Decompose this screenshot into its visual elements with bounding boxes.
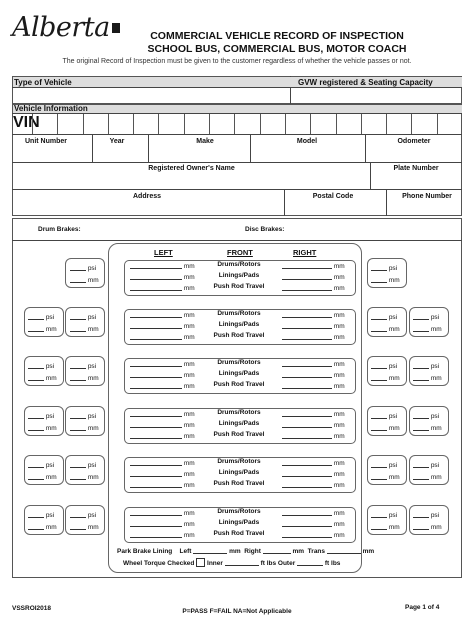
- psi-unit: psi: [87, 314, 97, 321]
- mm-unit: mm: [333, 510, 345, 517]
- psi-unit: psi: [87, 265, 97, 272]
- mm-unit: mm: [333, 274, 345, 281]
- mm-unit: mm: [45, 375, 57, 382]
- right-row2-field[interactable]: [282, 370, 332, 378]
- vin-char-cell[interactable]: [83, 114, 108, 134]
- measurement-label: Linings/Pads: [218, 370, 260, 377]
- mm-unit: mm: [183, 482, 195, 489]
- mm-unit: mm: [183, 263, 195, 270]
- gvw-label: GVW registered & Seating Capacity: [298, 78, 433, 87]
- psi-unit: psi: [430, 314, 440, 321]
- mm-unit: mm: [333, 334, 345, 341]
- right-inner-psi-field[interactable]: [371, 460, 387, 468]
- mm-unit: mm: [45, 524, 57, 531]
- gvw-field[interactable]: [292, 88, 461, 103]
- left-outer-psi-field[interactable]: [28, 460, 44, 468]
- measurement-label: Drums/Rotors: [217, 409, 261, 416]
- right-inner-psi-field[interactable]: [371, 411, 387, 419]
- wheel-torque-row: [123, 558, 340, 567]
- mm-unit: mm: [183, 422, 195, 429]
- psi-unit: psi: [388, 265, 398, 272]
- form-title-line2: SCHOOL BUS, COMMERCIAL BUS, MOTOR COACH: [147, 43, 407, 55]
- left-row1-field[interactable]: [130, 310, 182, 318]
- vin-char-cell[interactable]: [133, 114, 158, 134]
- left-outer-mm-field[interactable]: [28, 324, 44, 332]
- measurement-label: Push Rod Travel: [213, 381, 265, 388]
- right-outer-mm-field[interactable]: [413, 373, 429, 381]
- mm-unit: mm: [183, 372, 195, 379]
- left-inner-psi-field[interactable]: [70, 460, 86, 468]
- mm-unit: mm: [333, 383, 345, 390]
- right-row3-field[interactable]: [282, 480, 332, 488]
- park-right-field[interactable]: [263, 546, 291, 554]
- measurement-label: Drums/Rotors: [217, 508, 261, 515]
- vin-char-cell[interactable]: [234, 114, 259, 134]
- left-outer-mm-field[interactable]: [28, 472, 44, 480]
- pass-fail-legend: P=PASS F=FAIL NA=Not Applicable: [182, 608, 292, 615]
- mm-unit: mm: [333, 460, 345, 467]
- owner-name-label: Registered Owner's Name: [148, 165, 235, 172]
- type-of-vehicle-field[interactable]: [13, 88, 289, 103]
- right-row3-field[interactable]: [282, 431, 332, 439]
- vin-char-cell[interactable]: [108, 114, 133, 134]
- mm-unit: mm: [87, 524, 99, 531]
- vin-char-cell[interactable]: [386, 114, 411, 134]
- right-inner-mm-field[interactable]: [371, 472, 387, 480]
- psi-unit: psi: [430, 512, 440, 519]
- right-inner-mm-field[interactable]: [371, 373, 387, 381]
- right-row1-field[interactable]: [282, 458, 332, 466]
- mm-unit: mm: [87, 326, 99, 333]
- mm-unit: mm: [87, 474, 99, 481]
- psi-unit: psi: [430, 363, 440, 370]
- right-outer-mm-field[interactable]: [413, 423, 429, 431]
- mm-unit: mm: [333, 422, 345, 429]
- park-trans-field[interactable]: [327, 546, 361, 554]
- left-inner-mm-field[interactable]: [70, 423, 86, 431]
- vin-char-cell[interactable]: [361, 114, 386, 134]
- mm-unit: mm: [333, 411, 345, 418]
- vin-char-cell[interactable]: [285, 114, 310, 134]
- front-header: FRONT: [227, 248, 253, 257]
- mm-unit: mm: [388, 375, 400, 382]
- mm-unit: mm: [183, 323, 195, 330]
- mm-unit: mm: [45, 326, 57, 333]
- mm-unit: mm: [333, 532, 345, 539]
- mm-unit: mm: [183, 274, 195, 281]
- mm-unit: mm: [430, 375, 442, 382]
- park-right-label: Right: [244, 548, 261, 555]
- measurement-label: Linings/Pads: [218, 272, 260, 279]
- left-outer-psi-field[interactable]: [28, 411, 44, 419]
- park-right-mm: mm: [292, 548, 305, 555]
- vin-char-cell[interactable]: [209, 114, 234, 134]
- mm-unit: mm: [430, 425, 442, 432]
- mm-unit: mm: [333, 433, 345, 440]
- park-trans-label: Trans: [307, 548, 326, 555]
- model-label: Model: [296, 138, 318, 145]
- right-inner-psi-field[interactable]: [371, 263, 387, 271]
- psi-unit: psi: [87, 413, 97, 420]
- disc-brakes-label: Disc Brakes:: [245, 226, 285, 233]
- measurement-label: Push Rod Travel: [213, 283, 265, 290]
- psi-unit: psi: [45, 413, 55, 420]
- park-brake-label: Park Brake Lining: [117, 548, 173, 555]
- mm-unit: mm: [183, 285, 195, 292]
- left-inner-mm-field[interactable]: [70, 275, 86, 283]
- right-inner-psi-field[interactable]: [371, 510, 387, 518]
- psi-unit: psi: [388, 512, 398, 519]
- vin-char-cell[interactable]: [32, 114, 57, 134]
- measurement-label: Drums/Rotors: [217, 310, 261, 317]
- right-inner-psi-field[interactable]: [371, 312, 387, 320]
- left-row2-field[interactable]: [130, 469, 182, 477]
- right-row2-field[interactable]: [282, 519, 332, 527]
- mm-unit: mm: [183, 312, 195, 319]
- mm-unit: mm: [183, 460, 195, 467]
- left-row1-field[interactable]: [130, 409, 182, 417]
- psi-unit: psi: [87, 512, 97, 519]
- left-row3-field[interactable]: [130, 530, 182, 538]
- vin-char-cell[interactable]: [184, 114, 209, 134]
- left-outer-psi-field[interactable]: [28, 510, 44, 518]
- address-label: Address: [132, 193, 161, 200]
- page-number: Page 1 of 4: [405, 604, 440, 611]
- right-outer-psi-field[interactable]: [413, 460, 429, 468]
- left-inner-psi-field[interactable]: [70, 411, 86, 419]
- mm-unit: mm: [183, 532, 195, 539]
- left-row3-field[interactable]: [130, 431, 182, 439]
- vin-char-cell[interactable]: [310, 114, 335, 134]
- vin-char-cell[interactable]: [437, 114, 462, 134]
- right-outer-psi-field[interactable]: [413, 361, 429, 369]
- vin-char-cell[interactable]: [57, 114, 82, 134]
- right-row2-field[interactable]: [282, 321, 332, 329]
- mm-unit: mm: [333, 471, 345, 478]
- measurement-label: Linings/Pads: [218, 519, 260, 526]
- left-inner-psi-field[interactable]: [70, 361, 86, 369]
- right-outer-mm-field[interactable]: [413, 472, 429, 480]
- park-left-field[interactable]: [193, 546, 227, 554]
- left-inner-mm-field[interactable]: [70, 472, 86, 480]
- left-row2-field[interactable]: [130, 272, 182, 280]
- torque-outer-field[interactable]: [297, 558, 323, 566]
- measurement-label: Drums/Rotors: [217, 359, 261, 366]
- park-trans-mm: mm: [362, 548, 375, 555]
- left-row1-field[interactable]: [130, 458, 182, 466]
- wheel-torque-label: Wheel Torque Checked: [123, 560, 195, 567]
- make-label: Make: [196, 138, 214, 145]
- mm-unit: mm: [388, 524, 400, 531]
- right-row3-field[interactable]: [282, 283, 332, 291]
- measurement-label: Linings/Pads: [218, 321, 260, 328]
- mm-unit: mm: [333, 372, 345, 379]
- wheel-torque-checkbox[interactable]: [196, 558, 205, 567]
- unit-number-label: Unit Number: [25, 138, 67, 145]
- torque-outer-label: Outer: [277, 560, 296, 567]
- left-row3-field[interactable]: [130, 381, 182, 389]
- year-label: Year: [109, 138, 125, 145]
- mm-unit: mm: [333, 521, 345, 528]
- right-row2-field[interactable]: [282, 469, 332, 477]
- left-row3-field[interactable]: [130, 283, 182, 291]
- measurement-label: Drums/Rotors: [217, 458, 261, 465]
- measurement-label: Push Rod Travel: [213, 332, 265, 339]
- drum-brakes-label: Drum Brakes:: [38, 226, 81, 233]
- mm-unit: mm: [333, 312, 345, 319]
- mm-unit: mm: [430, 326, 442, 333]
- mm-unit: mm: [333, 285, 345, 292]
- left-row1-field[interactable]: [130, 508, 182, 516]
- postal-code-label: Postal Code: [312, 193, 354, 200]
- form-code: VSSROI2018: [12, 605, 52, 612]
- mm-unit: mm: [183, 334, 195, 341]
- left-header: LEFT: [154, 248, 173, 257]
- mm-unit: mm: [45, 474, 57, 481]
- right-inner-mm-field[interactable]: [371, 324, 387, 332]
- right-row1-field[interactable]: [282, 409, 332, 417]
- right-row3-field[interactable]: [282, 332, 332, 340]
- torque-outer-unit: ft lbs: [324, 560, 341, 567]
- mm-unit: mm: [183, 471, 195, 478]
- psi-unit: psi: [87, 363, 97, 370]
- measurement-label: Push Rod Travel: [213, 480, 265, 487]
- measurement-label: Push Rod Travel: [213, 530, 265, 537]
- measurement-label: Linings/Pads: [218, 469, 260, 476]
- mm-unit: mm: [388, 474, 400, 481]
- left-inner-psi-field[interactable]: [70, 312, 86, 320]
- mm-unit: mm: [183, 383, 195, 390]
- torque-inner-unit: ft lbs: [260, 560, 277, 567]
- vin-char-cell[interactable]: [411, 114, 436, 134]
- right-inner-mm-field[interactable]: [371, 522, 387, 530]
- left-row1-field[interactable]: [130, 359, 182, 367]
- left-row2-field[interactable]: [130, 321, 182, 329]
- vin-char-cell[interactable]: [260, 114, 285, 134]
- phone-number-label: Phone Number: [402, 193, 452, 200]
- left-outer-psi-field[interactable]: [28, 361, 44, 369]
- vin-char-cell[interactable]: [158, 114, 183, 134]
- measurement-label: Linings/Pads: [218, 420, 260, 427]
- measurement-label: Push Rod Travel: [213, 431, 265, 438]
- measurement-label: Drums/Rotors: [217, 261, 261, 268]
- right-inner-mm-field[interactable]: [371, 275, 387, 283]
- right-header: RIGHT: [293, 248, 317, 257]
- vin-label: VIN: [13, 114, 40, 131]
- form-title-line1: COMMERCIAL VEHICLE RECORD OF INSPECTION: [150, 30, 404, 42]
- right-row1-field[interactable]: [282, 359, 332, 367]
- psi-unit: psi: [45, 363, 55, 370]
- plate-number-label: Plate Number: [393, 165, 439, 172]
- left-outer-mm-field[interactable]: [28, 522, 44, 530]
- left-row1-field[interactable]: [130, 261, 182, 269]
- left-outer-mm-field[interactable]: [28, 423, 44, 431]
- mm-unit: mm: [388, 326, 400, 333]
- psi-unit: psi: [388, 462, 398, 469]
- left-row2-field[interactable]: [130, 420, 182, 428]
- psi-unit: psi: [388, 413, 398, 420]
- mm-unit: mm: [183, 433, 195, 440]
- vehicle-info-label: Vehicle Information: [14, 104, 88, 113]
- left-inner-mm-field[interactable]: [70, 373, 86, 381]
- type-of-vehicle-label: Type of Vehicle: [14, 78, 72, 87]
- mm-unit: mm: [333, 482, 345, 489]
- psi-unit: psi: [388, 314, 398, 321]
- park-left-mm: mm: [229, 548, 241, 555]
- left-inner-mm-field[interactable]: [70, 522, 86, 530]
- right-row3-field[interactable]: [282, 381, 332, 389]
- park-brake-row: [117, 546, 374, 555]
- mm-unit: mm: [333, 323, 345, 330]
- right-inner-mm-field[interactable]: [371, 423, 387, 431]
- right-row3-field[interactable]: [282, 530, 332, 538]
- mm-unit: mm: [388, 425, 400, 432]
- mm-unit: mm: [333, 263, 345, 270]
- left-row2-field[interactable]: [130, 519, 182, 527]
- mm-unit: mm: [87, 277, 99, 284]
- psi-unit: psi: [45, 462, 55, 469]
- left-row2-field[interactable]: [130, 370, 182, 378]
- mm-unit: mm: [45, 425, 57, 432]
- left-row3-field[interactable]: [130, 332, 182, 340]
- left-outer-mm-field[interactable]: [28, 373, 44, 381]
- right-outer-mm-field[interactable]: [413, 324, 429, 332]
- right-outer-psi-field[interactable]: [413, 411, 429, 419]
- logo-mark-icon: [112, 23, 120, 33]
- right-outer-mm-field[interactable]: [413, 522, 429, 530]
- psi-unit: psi: [45, 314, 55, 321]
- park-left-label: Left: [179, 548, 192, 555]
- psi-unit: psi: [87, 462, 97, 469]
- right-row1-field[interactable]: [282, 310, 332, 318]
- psi-unit: psi: [45, 512, 55, 519]
- right-row2-field[interactable]: [282, 272, 332, 280]
- left-row3-field[interactable]: [130, 480, 182, 488]
- right-row2-field[interactable]: [282, 420, 332, 428]
- mm-unit: mm: [333, 361, 345, 368]
- mm-unit: mm: [87, 375, 99, 382]
- mm-unit: mm: [87, 425, 99, 432]
- left-outer-psi-field[interactable]: [28, 312, 44, 320]
- left-inner-mm-field[interactable]: [70, 324, 86, 332]
- odometer-label: Odometer: [397, 138, 431, 145]
- right-inner-psi-field[interactable]: [371, 361, 387, 369]
- mm-unit: mm: [183, 361, 195, 368]
- alberta-logo: Alberta: [12, 12, 120, 43]
- torque-inner-field[interactable]: [225, 558, 259, 566]
- left-inner-psi-field[interactable]: [70, 263, 86, 271]
- psi-unit: psi: [388, 363, 398, 370]
- right-outer-psi-field[interactable]: [413, 510, 429, 518]
- mm-unit: mm: [183, 521, 195, 528]
- vin-char-cell[interactable]: [336, 114, 361, 134]
- mm-unit: mm: [430, 474, 442, 481]
- mm-unit: mm: [183, 411, 195, 418]
- form-subtitle: The original Record of Inspection must be given to the customer regardless of whether the vehicle passes or not.: [62, 58, 412, 65]
- right-outer-psi-field[interactable]: [413, 312, 429, 320]
- mm-unit: mm: [183, 510, 195, 517]
- mm-unit: mm: [430, 524, 442, 531]
- right-row1-field[interactable]: [282, 261, 332, 269]
- right-row1-field[interactable]: [282, 508, 332, 516]
- psi-unit: psi: [430, 413, 440, 420]
- mm-unit: mm: [388, 277, 400, 284]
- psi-unit: psi: [430, 462, 440, 469]
- left-inner-psi-field[interactable]: [70, 510, 86, 518]
- torque-inner-label: Inner: [207, 560, 223, 567]
